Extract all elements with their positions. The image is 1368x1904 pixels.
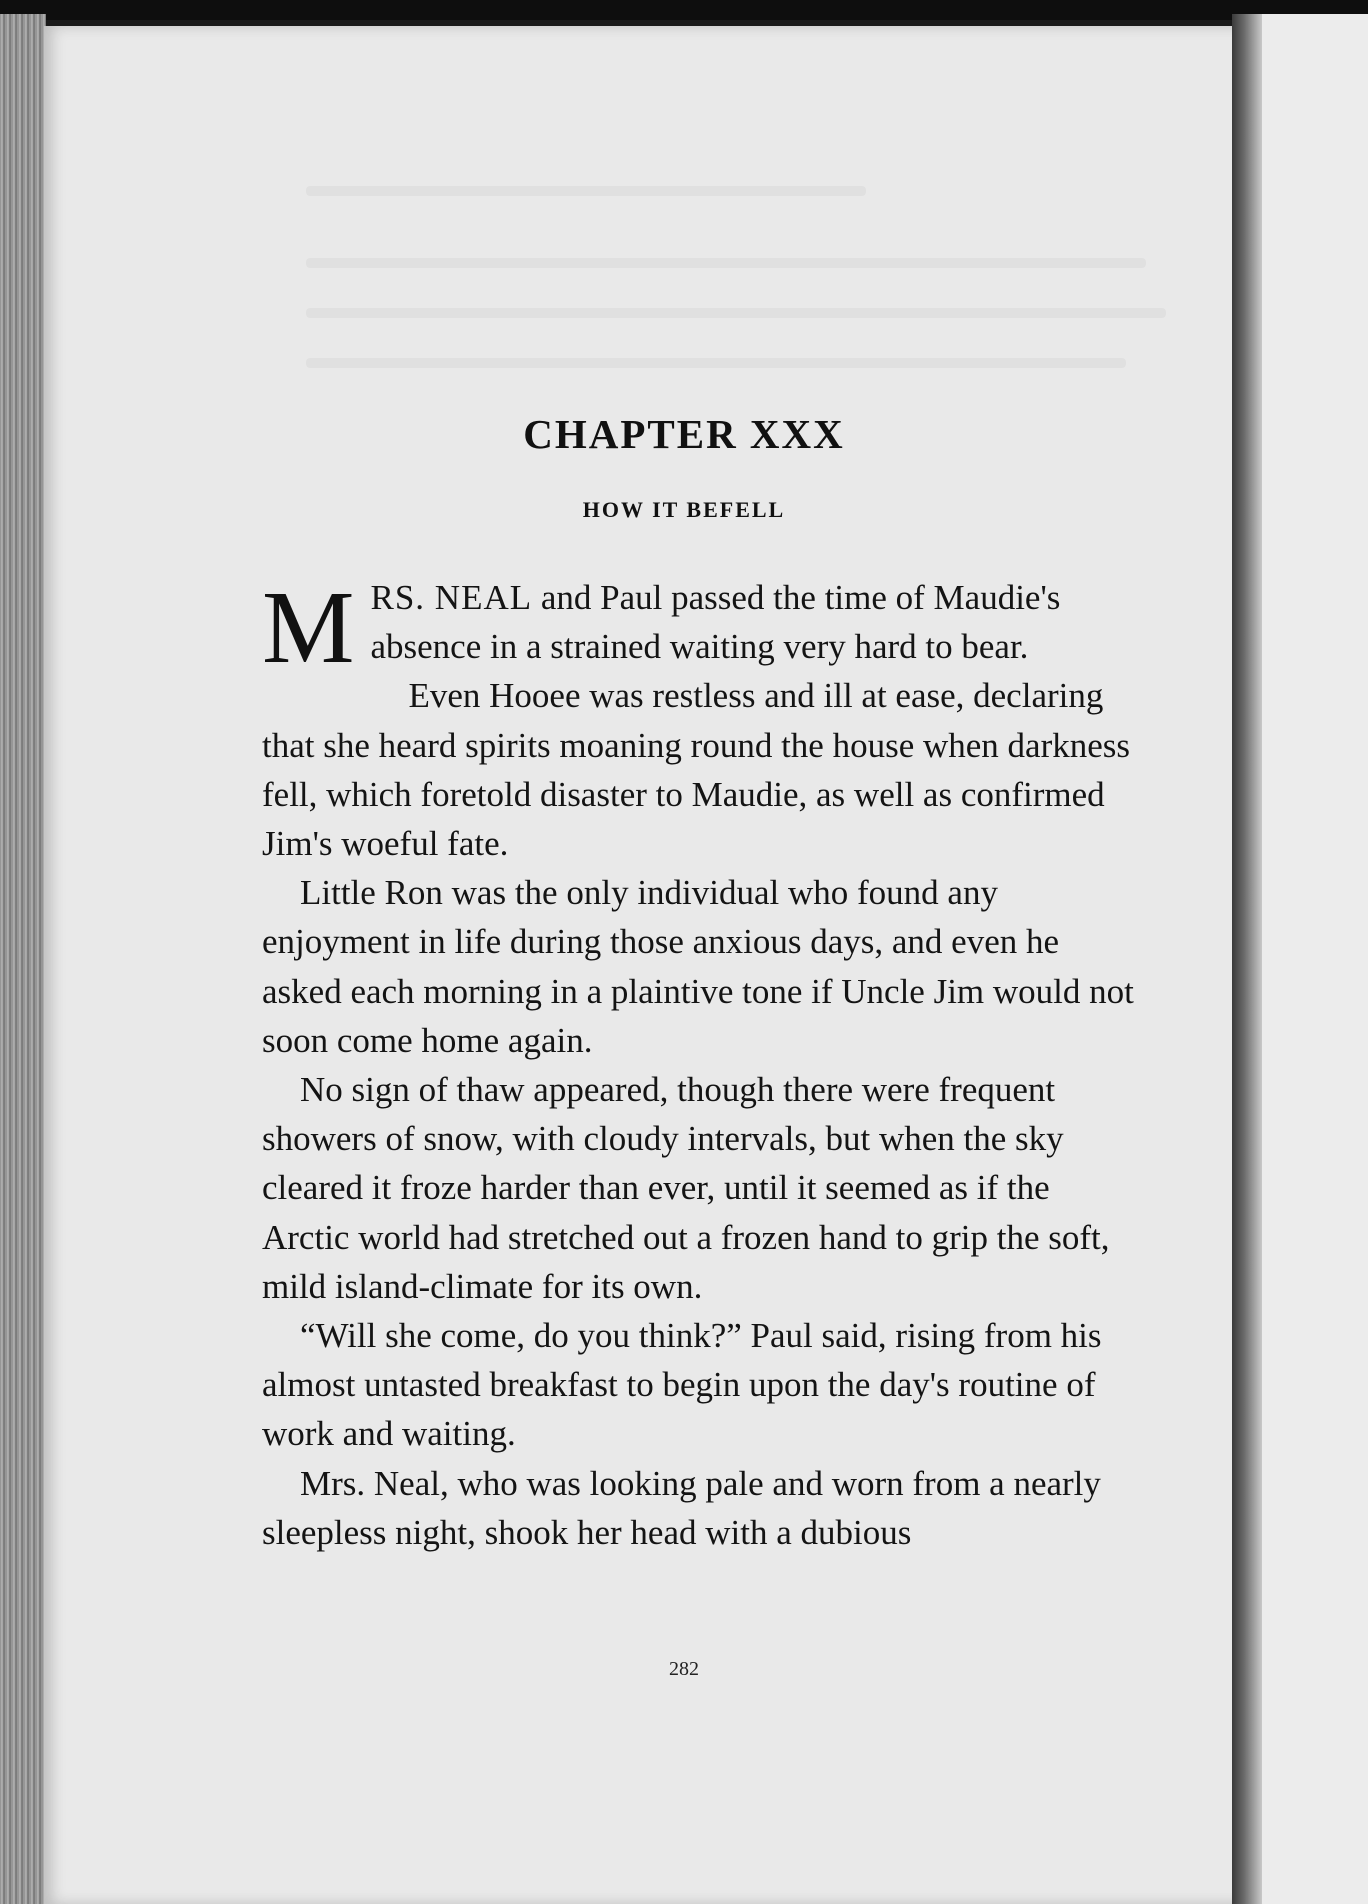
opening-text: and Paul passed the time of Maudie's absence in a strained waiting very hard to bear. <box>370 578 1061 667</box>
chapter-title: CHAPTER XXX <box>523 411 845 457</box>
paragraph: Even Hooee was restless and ill at ease, declaring that she heard spirits moaning round the house when darkness fell, which foretold disaster to Maudie, as well as confirmed Jim's woeful fate. <box>262 676 1131 864</box>
paragraph: No sign of thaw appeared, though there were frequent showers of snow, with cloudy intervals, but when the sky cleared it froze harder than ever, until it seemed as if the Arctic world had stretched out a frozen hand to grip the soft, mild island-climate for its own. <box>262 1070 1110 1306</box>
page-number: 282 <box>669 1658 699 1680</box>
chapter-subtitle: HOW IT BEFELL <box>582 497 786 522</box>
opening-paragraph <box>262 570 1142 685</box>
book-page-edges <box>0 14 46 1904</box>
drop-cap: M <box>262 570 355 685</box>
paragraph: Little Ron was the only individual who found any enjoyment in life during those anxious days, and even he asked each morning in a plaintive tone if Uncle Jim would not soon come home again. <box>262 873 1134 1060</box>
paragraph: “Will she come, do you think?” Paul said, rising from his almost untasted breakfast to begin upon the day's routine of work and waiting. <box>262 1316 1102 1454</box>
bleed-through-line <box>306 186 866 196</box>
bleed-through-line <box>306 358 1126 368</box>
body-text <box>262 570 1142 1557</box>
paragraph: Mrs. Neal, who was looking pale and worn from a nearly sleepless night, shook her head with a dubious <box>262 1463 1101 1552</box>
book-gutter <box>1232 14 1262 1904</box>
bleed-through-line <box>306 258 1146 268</box>
lead-caps: RS. NEAL <box>370 578 533 617</box>
bleed-through-line <box>306 308 1166 318</box>
scan-top-border <box>0 0 1368 20</box>
facing-page-edge <box>1262 14 1368 1904</box>
